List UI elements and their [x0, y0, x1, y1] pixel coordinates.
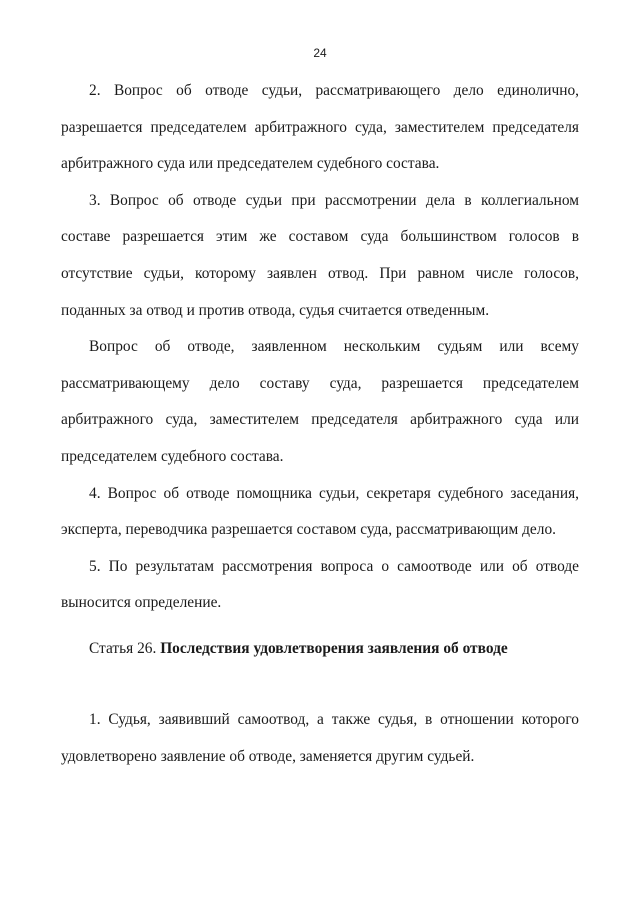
document-body: [61, 73, 579, 622]
paragraph-item-5: 5. По результатам рассмотрения вопроса о самоотводе или об отводе выносится определение.: [61, 557, 579, 612]
paragraph-item-3: 3. Вопрос об отводе судьи при рассмотрении дела в коллегиальном составе разрешается этим же составом суда большинством голосов в отсутствие судьи, которому заявлен отвод. При равном числе голосов, поданных за отвод и против отвода, судья считается отведенным.: [61, 191, 579, 319]
article-heading: [89, 634, 508, 664]
page-number: 24: [313, 46, 327, 60]
article-paragraph-1: 1. Судья, заявивший самоотвод, а также судья, в отношении которого удовлетворено заявление об отводе, заменяется другим судьей.: [61, 711, 579, 765]
paragraph-item-2: 2. Вопрос об отводе судьи, рассматривающего дело единолично, разрешается председателем арбитражного суда, заместителем председателя арбитражного суда или председателем судебного состава.: [61, 82, 579, 173]
paragraph-item-3-continued: Вопрос об отводе, заявленном нескольким судьям или всему рассматривающему дело составу суда, разрешается председателем арбитражного суда, заместителем председателя арбитражного суда или председателем судебного состава.: [61, 338, 579, 465]
article-number: Статья 26.: [89, 640, 157, 657]
article-body: [61, 702, 579, 775]
paragraph-item-4: 4. Вопрос об отводе помощника судьи, секретаря судебного заседания, эксперта, переводчика разрешается составом суда, рассматривающим дело.: [61, 484, 579, 539]
article-title: Последствия удовлетворения заявления об отводе: [160, 640, 508, 657]
